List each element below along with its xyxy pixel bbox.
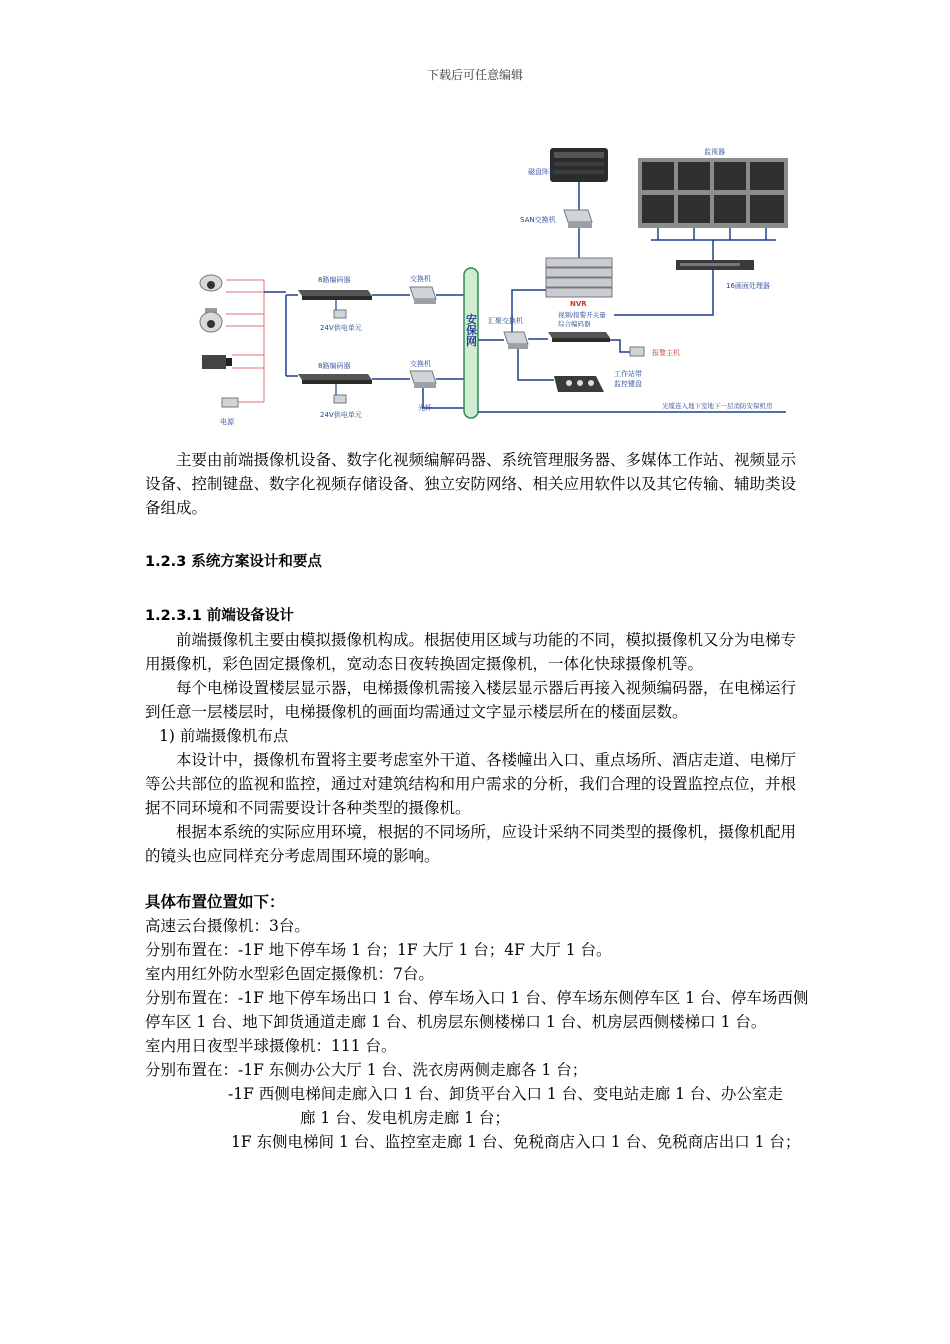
paragraph-elevator: 每个电梯设置楼层显示器，电梯摄像机需接入楼层显示器后再接入视频编码器，在电梯运行到任意一层楼层时，电梯摄像机的画面均需通过文字显示楼层所在的楼面层数。 [145, 679, 797, 721]
fiber-note-label: 光缆连入地下室地下一层消防安保机房 [662, 402, 773, 410]
encoder-top-label: 8路编码器 [318, 276, 351, 284]
disk-array-icon [550, 148, 608, 182]
section-heading-1-2-3-1: 1.2.3.1 前端设备设计 [145, 608, 294, 624]
power-unit-top-label: 24V供电单元 [320, 324, 362, 332]
camera-dome-locations-b1-west-cont: 廊 1 台、发电机房走廊 1 台； [300, 1109, 510, 1127]
power-unit-top-icon [334, 310, 346, 318]
switch-bottom-label: 交换机 [410, 360, 431, 368]
paragraph-environment: 根据本系统的实际应用环境，根据的不同场所，应设计采纳不同类型的摄像机，摄像机配用的镜头也应同样充分考虑周围环境的影响。 [145, 823, 797, 865]
keyboard-label-line2: 监控键盘 [614, 380, 642, 388]
camera-type-dome: 室内用日夜型半球摄像机：111 台。 [145, 1037, 397, 1055]
aggregation-switch-label: 汇聚交换机 [488, 317, 523, 325]
list-item-camera-layout: 1) 前端摄像机布点 [159, 727, 289, 745]
screen-processor-label: 16画面处理器 [726, 282, 770, 290]
encoder-top-icon [298, 290, 372, 300]
camera-dome-locations: 分别布置在：-1F 东侧办公大厅 1 台、洗衣房两侧走廊各 1 台； [145, 1061, 588, 1079]
document-body [145, 448, 809, 1154]
nvr-icon [546, 258, 612, 297]
aggregation-switch-icon [504, 332, 528, 349]
switch-bottom-icon [410, 371, 436, 388]
camera-dome-locations-1f-east: 1F 东侧电梯间 1 台、监控室走廊 1 台、免税商店入口 1 台、免税商店出口 1 台； [231, 1133, 801, 1151]
nvr-label: NVR [570, 300, 587, 308]
monitor-wall-icon [638, 158, 788, 228]
power-unit-bottom-label: 24V供电单元 [320, 411, 362, 419]
camera-type-infrared: 室内用红外防水型彩色固定摄像机：7台。 [145, 965, 434, 983]
power-unit-bottom-icon [334, 395, 346, 403]
system-topology-diagram [186, 140, 826, 426]
alarm-host-label: 报警主机 [652, 349, 680, 357]
speed-dome-camera-icon [200, 308, 222, 332]
paragraph-design: 本设计中，摄像机布置将主要考虑室外干道、各楼幢出入口、重点场所、酒店走道、电梯厅等公共部位的监视和监控，通过对建筑结构和用户需求的分析，我们合理的设置监控点位，并根据不同环境和不同需要设计各种类型的摄像机。 [145, 751, 797, 817]
security-network-label: 安保网 [464, 313, 478, 347]
layout-title: 具体布置位置如下： [145, 892, 285, 911]
alarm-host-icon [630, 347, 644, 356]
san-switch-icon [564, 210, 592, 228]
encoder-bottom-icon [298, 374, 372, 384]
screen-processor-icon [676, 260, 754, 270]
disk-array-label: 磁盘阵列 [528, 168, 556, 176]
camera-infrared-locations: 分别布置在：-1F 地下停车场出口 1 台、停车场入口 1 台、停车场东侧停车区 1 台、停车场西侧停车区 1 台、地下卸货通道走廊 1 台、机房层东侧楼梯口 1 台、机房层西侧楼梯口 1 台。 [145, 989, 809, 1031]
paragraph-front-camera: 前端摄像机主要由模拟摄像机构成。根据使用区域与功能的不同，模拟摄像机又分为电梯专用摄像机，彩色固定摄像机，宽动态日夜转换固定摄像机，一体化快球摄像机等。 [145, 631, 797, 673]
camera-ptz-locations: 分别布置在：-1F 地下停车场 1 台；1F 大厅 1 台；4F 大厅 1 台。 [145, 941, 612, 959]
encoder-bottom-label: 8路编码器 [318, 362, 351, 370]
camera-dome-locations-b1-west: -1F 西侧电梯间走廊入口 1 台、卸货平台入口 1 台、变电站走廊 1 台、办公室走 [228, 1085, 783, 1103]
intro-paragraph: 主要由前端摄像机设备、数字化视频编解码器、系统管理服务器、多媒体工作站、视频显示设备、控制键盘、数字化视频存储设备、独立安防网络、相关应用软件以及其它传输、辅助类设备组成。 [145, 451, 797, 517]
power-source-label: 电源 [220, 418, 234, 426]
dome-camera-icon [200, 275, 222, 291]
fiber-label: 光纤 [418, 404, 432, 412]
section-heading-1-2-3: 1.2.3 系统方案设计和要点 [145, 554, 322, 570]
power-supply-icon [222, 398, 238, 407]
camera-type-ptz: 高速云台摄像机：3台。 [145, 917, 310, 935]
box-camera-icon [202, 355, 232, 369]
matrix-label-line2: 综合编码器 [558, 320, 591, 328]
switch-top-icon [410, 287, 436, 304]
control-keyboard-icon [554, 376, 604, 392]
switch-top-label: 交换机 [410, 275, 431, 283]
page-header: 下载后可任意编辑 [426, 68, 523, 82]
matrix-label-line1: 视频/报警开关量 [558, 311, 606, 319]
keyboard-label-line1: 工作站带 [614, 370, 642, 378]
san-switch-label: SAN交换机 [520, 216, 556, 224]
matrix-encoder-icon [548, 332, 610, 342]
monitor-wall-label: 监视器 [704, 148, 725, 156]
